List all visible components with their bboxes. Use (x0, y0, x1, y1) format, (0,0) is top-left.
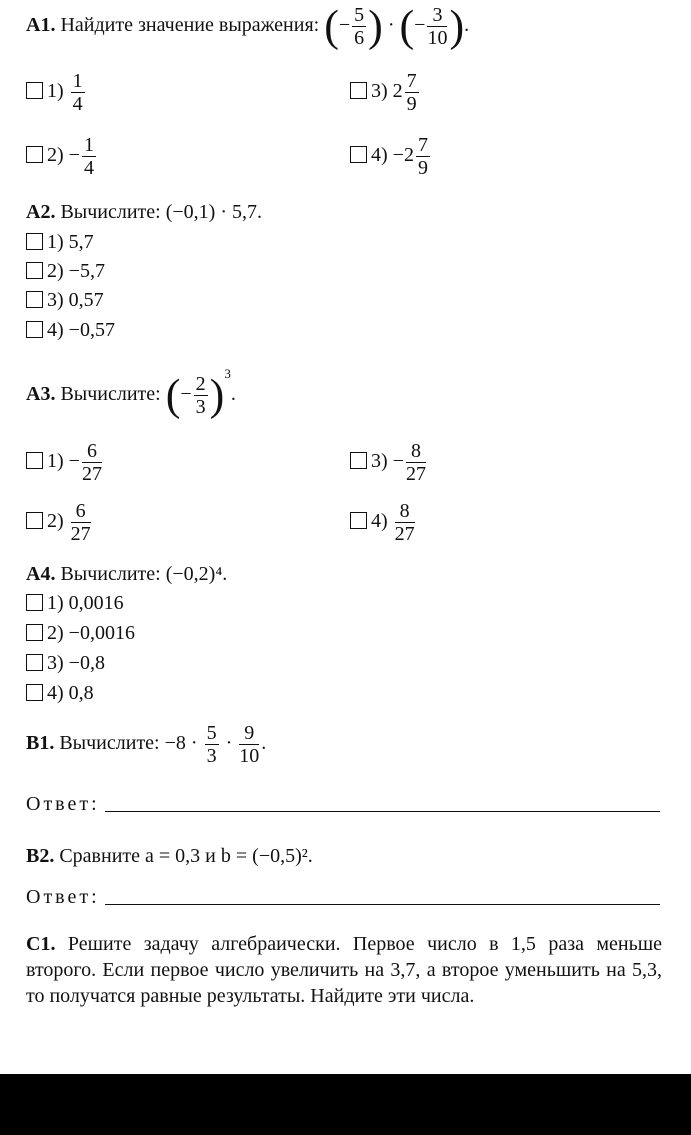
checkbox[interactable] (26, 291, 43, 308)
checkbox[interactable] (26, 594, 43, 611)
checkbox[interactable] (26, 624, 43, 641)
b1-answer-field[interactable] (105, 793, 660, 812)
b1-label: B1. (26, 732, 55, 755)
a2-option-1[interactable]: 1) 5,7 (26, 230, 94, 254)
checkbox[interactable] (26, 321, 43, 338)
a1-prompt: Найдите значение выражения: (60, 14, 320, 37)
a3-expression: (− $\frac{2}{3}$ )$^3$. (165, 366, 236, 420)
a4-option-2[interactable]: 2) −0,0016 (26, 621, 135, 645)
a4-label: A4. (26, 563, 56, 585)
a2-prompt: Вычислите: (−0,1) · 5,7. (60, 201, 262, 223)
a4-option-3[interactable]: 3) −0,8 (26, 651, 105, 675)
bottom-black-bar (0, 1074, 691, 1135)
a2-option-4[interactable]: 4) −0,57 (26, 318, 115, 342)
checkbox[interactable] (26, 262, 43, 279)
checkbox[interactable] (350, 512, 367, 529)
checkbox[interactable] (26, 684, 43, 701)
a4-option-1[interactable]: 1) 0,0016 (26, 591, 124, 615)
a2-question (26, 200, 262, 224)
a1-option-2[interactable]: 2) − $\frac{1}{4}$ (26, 134, 98, 179)
a3-prompt: Вычислите: (60, 383, 161, 405)
a1-option-4[interactable]: 4) −2 $\frac{7}{9}$ (350, 134, 432, 179)
a2-label: A2. (26, 201, 56, 223)
checkbox[interactable] (26, 146, 43, 163)
b1-prompt: Вычислите: (59, 732, 160, 755)
b1-expression: −8 · $\frac{5}{3}$ · $\frac{9}{10}$ . (164, 722, 267, 767)
b1-answer-label: Ответ: (26, 793, 100, 815)
checkbox[interactable] (350, 146, 367, 163)
b1-question (26, 722, 266, 767)
a4-question (26, 562, 227, 586)
c1-label: C1. (26, 933, 56, 955)
b2-answer-field[interactable] (105, 886, 660, 905)
a4-option-4[interactable]: 4) 0,8 (26, 681, 94, 705)
b2-label: B2. (26, 845, 55, 867)
a3-option-1[interactable]: 1) − $\frac{6}{27}$ (26, 440, 104, 485)
a3-option-4[interactable]: 4) $\frac{8}{27}$ (350, 500, 417, 545)
a1-label: A1. (26, 14, 56, 37)
checkbox[interactable] (26, 82, 43, 99)
b2-answer-row (26, 885, 660, 909)
b1-answer-row (26, 792, 660, 816)
a3-option-3[interactable]: 3) − $\frac{8}{27}$ (350, 440, 428, 485)
checkbox[interactable] (350, 452, 367, 469)
a1-option-1[interactable]: 1) $\frac{1}{4}$ (26, 70, 87, 115)
c1-text: Решите задачу алгебраически. Первое число в 1,5 раза меньше второго. Если первое число увеличить на 3,7, а второе уменьшить на 5,3, то получатся равные результаты. Найдите эти числа. (26, 933, 663, 1007)
a2-option-3[interactable]: 3) 0,57 (26, 288, 104, 312)
a3-label: A3. (26, 383, 56, 405)
checkbox[interactable] (350, 82, 367, 99)
c1-question (26, 931, 662, 1009)
a3-option-2[interactable]: 2) $\frac{6}{27}$ (26, 500, 93, 545)
checkbox[interactable] (26, 452, 43, 469)
a1-question (26, 1, 470, 51)
a1-option-3[interactable]: 3) 2 $\frac{7}{9}$ (350, 70, 421, 115)
checkbox[interactable] (26, 512, 43, 529)
a2-option-2[interactable]: 2) −5,7 (26, 259, 105, 283)
checkbox[interactable] (26, 233, 43, 250)
checkbox[interactable] (26, 654, 43, 671)
b2-question (26, 844, 313, 868)
b2-answer-label: Ответ: (26, 886, 100, 908)
a4-prompt: Вычислите: (−0,2)⁴. (60, 563, 228, 585)
b2-prompt: Сравните a = 0,3 и b = (−0,5)². (59, 845, 313, 867)
a1-expression: (− $\frac{5}{6}$ ) · (− $\frac{3}{10}$ ). (324, 1, 470, 51)
a3-question (26, 362, 236, 418)
